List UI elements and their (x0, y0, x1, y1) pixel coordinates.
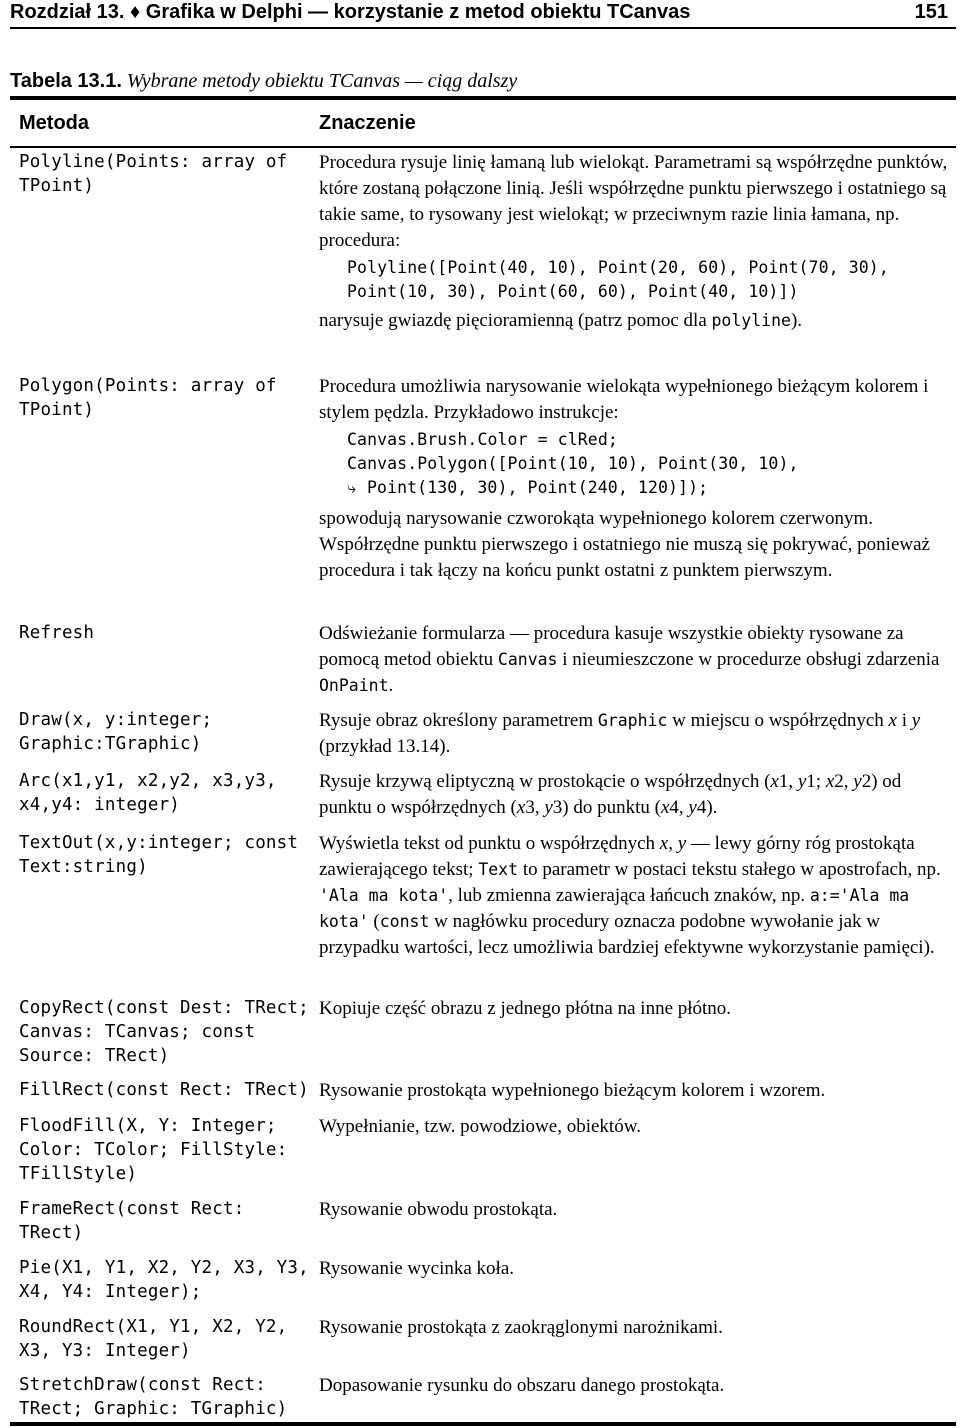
italic-var: y (544, 797, 553, 818)
code-line: Canvas.Brush.Color = clRed; (347, 430, 618, 449)
italic-var: x (888, 710, 897, 731)
text-span: ( (368, 911, 380, 932)
table-top-rule (10, 96, 956, 100)
method-description (319, 769, 949, 821)
method-description (319, 708, 949, 760)
method-name: Refresh (19, 623, 95, 643)
inline-code: 'Ala ma kota' (319, 886, 449, 905)
italic-var: y (911, 710, 921, 731)
text-span: 1; (806, 771, 826, 792)
table-caption-text: Wybrane metody obiektu TCanvas — ciąg dalszy (121, 70, 518, 92)
table-caption (10, 69, 517, 93)
inline-code: OnPaint (319, 676, 389, 695)
method-name: RoundRect(X1, Y1, X2, Y2, X3, Y3: Integer) (19, 1317, 288, 1362)
description-text (319, 708, 949, 760)
method-description: Rysowanie wycinka koła. (319, 1258, 515, 1279)
method-description: Dopasowanie rysunku do obszaru danego prostokąta. (319, 1375, 725, 1396)
italic-var: y (853, 771, 862, 792)
code-line: Point(10, 30), Point(60, 60), Point(40, 10)]) (347, 282, 799, 301)
column-header-method: Metoda (19, 112, 89, 134)
method-name: FloodFill(X, Y: Integer; Color: TColor; FillStyle: TFillStyle) (19, 1116, 288, 1185)
inline-code: Graphic (597, 711, 668, 730)
text-span: 3) do punktu ( (552, 797, 661, 818)
text-span: Rysuje krzywą eliptyczną w prostokącie o współrzędnych ( (319, 771, 771, 792)
text-span: narysuje gwiazdę pięcioramienną (patrz pomoc dla (319, 310, 712, 331)
italic-var: x (660, 797, 670, 818)
code-line: Canvas.Polygon([Point(10, 10), Point(30, 10), (347, 454, 799, 473)
text-span: Odświeżanie formularza — procedura kasuje wszystkie obiekty rysowane za pomocą metod obiektu (319, 623, 904, 670)
text-span: i nieumieszczone w procedurze obsługi zdarzenia (557, 649, 940, 670)
table-header-rule (10, 146, 956, 148)
text-span: 2, (834, 771, 854, 792)
description-text: spowodują narysowanie czworokąta wypełnionego kolorem czerwonym. Współrzędne punktu pierwszego i ostatniego nie muszą się pokrywać, ponieważ procedura i tak łączy na końcu punkt ostatni z punktem pierwszym. (319, 508, 930, 581)
inline-code: a:='Ala ma kota' (319, 886, 910, 931)
header-rule (10, 27, 956, 29)
description-text: Procedura rysuje linię łamaną lub wielokąt. Parametrami są współrzędne punktów, które zostaną połączone linią. Jeśli współrzędne punktu pierwszego i ostatniego są takie same, to rysowany jest wielokąt; w przeciwnym razie linia łamana, np. procedura: (319, 152, 948, 251)
text-span: w nagłówku procedury oznacza podobne wywołanie jak w przypadku wartości, lecz umożliwia bardziej efektywne wykorzystanie pamięci). (319, 911, 935, 958)
text-span: 4). (696, 797, 718, 818)
method-name: CopyRect(const Dest: TRect; Canvas: TCanvas; const Source: TRect) (19, 998, 309, 1067)
description-text (319, 769, 949, 821)
method-description: Rysowanie prostokąta z zaokrąglonymi narożnikami. (319, 1317, 723, 1338)
method-name: Pie(X1, Y1, X2, Y2, X3, Y3, X4, Y4: Integer); (19, 1258, 309, 1303)
text-span: ). (790, 310, 803, 331)
italic-var: y (677, 833, 687, 854)
inline-code: polyline (711, 311, 791, 330)
line-continuation-icon: ⤷ (347, 478, 357, 497)
method-name: Polygon(Points: array of TPoint) (19, 376, 277, 421)
method-name: Polyline(Points: array of TPoint) (19, 152, 288, 197)
text-span: — lewy górny róg prostokąta zawierającego tekst; (319, 833, 915, 880)
page-header (10, 0, 950, 28)
text-span: 3, (525, 797, 545, 818)
text-span: (przykład 13.14). (319, 736, 451, 757)
method-name: FillRect(const Rect: TRect) (19, 1080, 309, 1100)
column-header-meaning: Znaczenie (319, 112, 416, 134)
description-text (319, 308, 949, 334)
italic-var: x (659, 833, 669, 854)
inline-code: const (379, 912, 430, 931)
code-line: Point(130, 30), Point(240, 120)]); (367, 478, 709, 497)
description-text: Procedura umożliwia narysowanie wielokąta wypełnionego bieżącym kolorem i stylem pędzla. Przykładowo instrukcje: (319, 376, 929, 423)
method-name: Arc(x1,y1, x2,y2, x3,y3, x4,y4: integer) (19, 771, 277, 816)
description-text (319, 831, 949, 961)
text-span: Wyświetla tekst od punktu o współrzędnych (319, 833, 660, 854)
description-text (319, 621, 949, 699)
method-description: Rysowanie prostokąta wypełnionego bieżącym kolorem i wzorem. (319, 1080, 826, 1101)
italic-var: x (770, 771, 779, 792)
text-span: to parametr w postaci tekstu stałego w apostrofach, np. (518, 859, 941, 880)
text-span: , lub zmienna zawierająca łańcuch znaków, np. (448, 885, 810, 906)
text-span: , (668, 833, 678, 854)
text-span: i (896, 710, 912, 731)
method-description: Kopiuje część obrazu z jednego płótna na inne płótno. (319, 998, 732, 1019)
method-description (319, 150, 949, 334)
method-name: StretchDraw(const Rect: TRect; Graphic: TGraphic) (19, 1375, 288, 1420)
method-name: TextOut(x,y:integer; const Text:string) (19, 833, 299, 878)
running-title: Rozdział 13. ♦ Grafika w Delphi — korzystanie z metod obiektu TCanvas (10, 1, 691, 23)
table-label: Tabela 13.1. (10, 70, 122, 92)
text-span: 2) od punktu o współrzędnych ( (319, 771, 902, 818)
inline-code: Canvas (497, 650, 558, 669)
inline-code: Text (478, 860, 519, 879)
text-span: w miejscu o współrzędnych (667, 710, 889, 731)
method-description (319, 621, 949, 699)
code-example (347, 256, 949, 304)
text-span: Rysuje obraz określony parametrem (319, 710, 598, 731)
method-description (319, 374, 949, 584)
method-name: FrameRect(const Rect: TRect) (19, 1199, 245, 1244)
italic-var: y (688, 797, 697, 818)
method-description: Rysowanie obwodu prostokąta. (319, 1199, 558, 1220)
italic-var: x (516, 797, 526, 818)
table-bottom-rule (10, 1422, 956, 1426)
code-line: Polyline([Point(40, 10), Point(20, 60), Point(70, 30), (347, 258, 889, 277)
italic-var: x (825, 771, 835, 792)
text-span: 1, (778, 771, 798, 792)
italic-var: y (797, 771, 807, 792)
method-name: Draw(x, y:integer; Graphic:TGraphic) (19, 710, 213, 755)
method-description: Wypełnianie, tzw. powodziowe, obiektów. (319, 1116, 641, 1137)
code-line-continued (347, 476, 949, 500)
page-number: 151 (914, 1, 948, 23)
text-span: . (388, 675, 394, 696)
code-example (347, 428, 949, 500)
method-description (319, 831, 949, 961)
text-span: 4, (669, 797, 689, 818)
